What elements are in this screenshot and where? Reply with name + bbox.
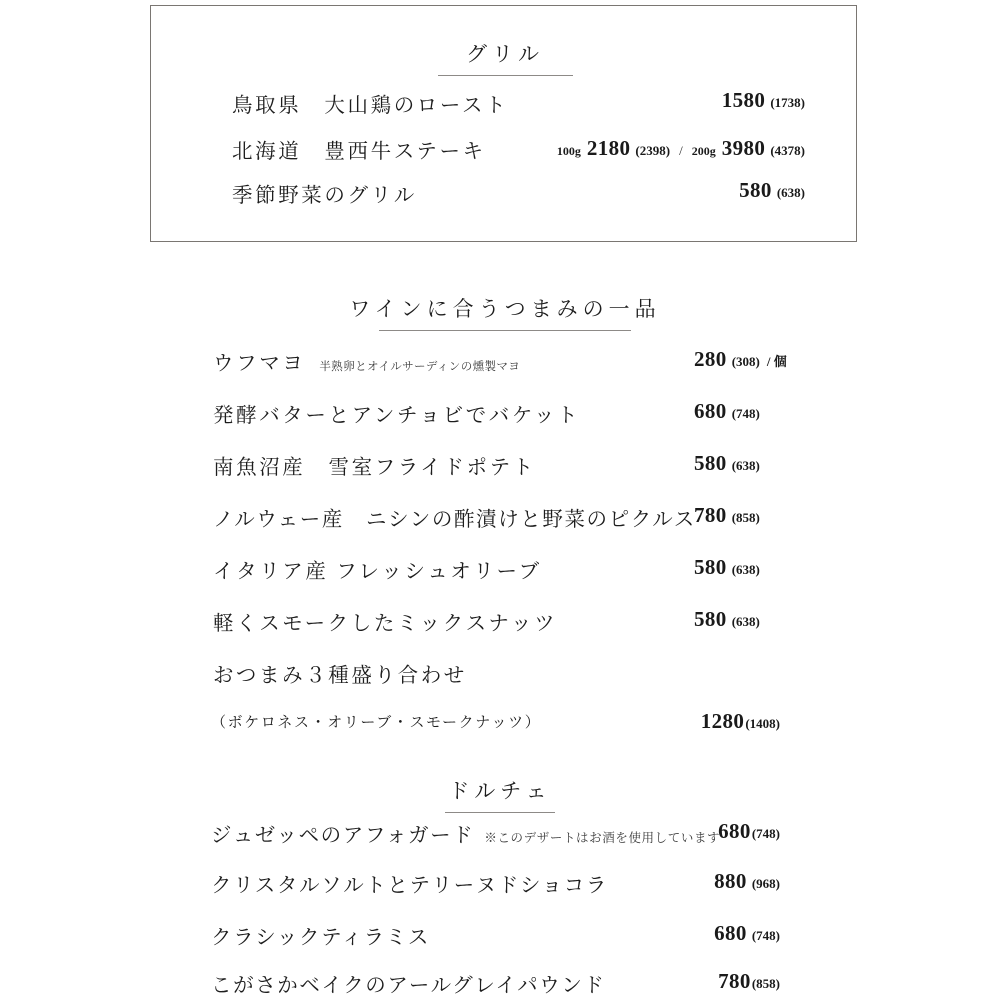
price-value: 580 bbox=[739, 178, 772, 202]
item-name: おつまみ３種盛り合わせ bbox=[213, 665, 467, 687]
price-with-tax: (638) bbox=[731, 614, 760, 629]
item-name: ノルウェー産 ニシンの酢漬けと野菜のピクルス bbox=[213, 509, 696, 531]
price-value: 1580 bbox=[721, 88, 766, 112]
weight-label: 200g bbox=[691, 144, 716, 158]
item-name: こがさかベイクのアールグレイパウンド bbox=[211, 975, 606, 997]
price-variant bbox=[692, 136, 805, 161]
item-price bbox=[620, 969, 780, 994]
price-with-tax: (638) bbox=[776, 185, 805, 200]
price-with-tax: (638) bbox=[731, 458, 760, 473]
grill-section-heading bbox=[370, 38, 640, 76]
wine-snacks-heading-rule bbox=[379, 330, 631, 331]
menu-item-row[interactable] bbox=[211, 920, 430, 950]
item-name: クリスタルソルトとテリーヌドショコラ bbox=[211, 875, 608, 897]
item-description: 半熟卵とオイルサーディンの燻製マヨ bbox=[319, 361, 521, 373]
item-price bbox=[605, 178, 805, 203]
menu-item-row[interactable] bbox=[213, 346, 520, 376]
price-value: 1280 bbox=[700, 709, 745, 733]
menu-item-row[interactable] bbox=[232, 178, 417, 208]
price-separator: / bbox=[679, 143, 683, 158]
price-with-tax: (1738) bbox=[770, 95, 805, 110]
item-note: ※このデザートはお酒を使用しています bbox=[484, 831, 721, 845]
item-price bbox=[694, 555, 760, 580]
price-with-tax: (858) bbox=[751, 976, 780, 991]
menu-item-row[interactable] bbox=[232, 88, 508, 118]
price-value: 680 bbox=[718, 819, 751, 843]
price-unit: / 個 bbox=[766, 354, 787, 369]
item-price bbox=[694, 607, 760, 632]
price-value: 580 bbox=[694, 607, 727, 631]
item-price bbox=[694, 503, 760, 528]
item-name: ジュゼッペのアフォガード bbox=[211, 825, 475, 847]
menu-item-row[interactable] bbox=[211, 711, 541, 732]
item-price bbox=[694, 399, 760, 424]
price-value: 280 bbox=[694, 347, 727, 371]
price-with-tax: (308) bbox=[731, 354, 760, 369]
price-variant bbox=[557, 136, 670, 161]
dolce-section-heading bbox=[365, 775, 635, 813]
price-with-tax: (858) bbox=[731, 510, 760, 525]
grill-heading-text: グリル bbox=[466, 42, 544, 66]
price-value: 580 bbox=[694, 555, 727, 579]
price-value: 780 bbox=[694, 503, 727, 527]
dolce-heading-text: ドルチェ bbox=[448, 779, 552, 803]
price-with-tax: (748) bbox=[751, 928, 780, 943]
menu-item-row[interactable] bbox=[213, 554, 542, 584]
wine-snacks-section-heading bbox=[330, 293, 680, 331]
price-value: 680 bbox=[694, 399, 727, 423]
item-price bbox=[620, 921, 780, 946]
item-name: イタリア産 フレッシュオリーブ bbox=[213, 561, 542, 583]
item-price bbox=[694, 347, 787, 372]
item-price bbox=[620, 709, 780, 734]
menu-item-row[interactable] bbox=[213, 502, 696, 532]
price-value: 3980 bbox=[721, 136, 766, 160]
price-with-tax: (748) bbox=[751, 826, 780, 841]
price-with-tax: (2398) bbox=[635, 143, 671, 158]
menu-item-row[interactable] bbox=[213, 658, 467, 688]
dolce-heading-rule bbox=[445, 812, 555, 813]
menu-item-row[interactable] bbox=[213, 450, 536, 480]
price-value: 780 bbox=[718, 969, 751, 993]
wine-snacks-heading-text: ワインに合うつまみの一品 bbox=[349, 297, 661, 321]
item-price bbox=[620, 869, 780, 894]
item-name: 軽くスモークしたミックスナッツ bbox=[213, 613, 558, 635]
item-name: ウフマヨ bbox=[213, 353, 306, 375]
menu-item-row[interactable] bbox=[213, 398, 580, 428]
item-name: クラシックティラミス bbox=[211, 927, 430, 949]
item-price bbox=[694, 451, 760, 476]
price-with-tax: (968) bbox=[751, 876, 780, 891]
weight-label: 100g bbox=[556, 144, 581, 158]
price-with-tax: (4378) bbox=[770, 143, 805, 158]
menu-item-row[interactable] bbox=[232, 134, 486, 164]
price-value: 580 bbox=[694, 451, 727, 475]
price-with-tax: (1408) bbox=[745, 716, 780, 731]
item-price bbox=[605, 88, 805, 113]
item-name: 南魚沼産 雪室フライドポテト bbox=[213, 457, 536, 479]
menu-item-row[interactable] bbox=[211, 868, 608, 898]
item-name: 発酵バターとアンチョビでバケット bbox=[213, 405, 581, 427]
grill-heading-rule bbox=[438, 75, 573, 76]
price-value: 880 bbox=[714, 869, 747, 893]
item-price bbox=[620, 819, 780, 844]
menu-item-row[interactable] bbox=[213, 606, 557, 636]
item-name: 北海道 豊西牛ステーキ bbox=[232, 141, 486, 163]
menu-item-row[interactable] bbox=[211, 968, 606, 998]
item-name: （ボケロネス・オリーブ・スモークナッツ） bbox=[211, 715, 542, 731]
price-with-tax: (748) bbox=[731, 406, 760, 421]
price-with-tax: (638) bbox=[731, 562, 760, 577]
item-price bbox=[500, 136, 805, 161]
price-value: 680 bbox=[714, 921, 747, 945]
price-value: 2180 bbox=[586, 136, 631, 160]
item-name: 鳥取県 大山鶏のロースト bbox=[232, 95, 509, 117]
item-name: 季節野菜のグリル bbox=[232, 185, 417, 207]
